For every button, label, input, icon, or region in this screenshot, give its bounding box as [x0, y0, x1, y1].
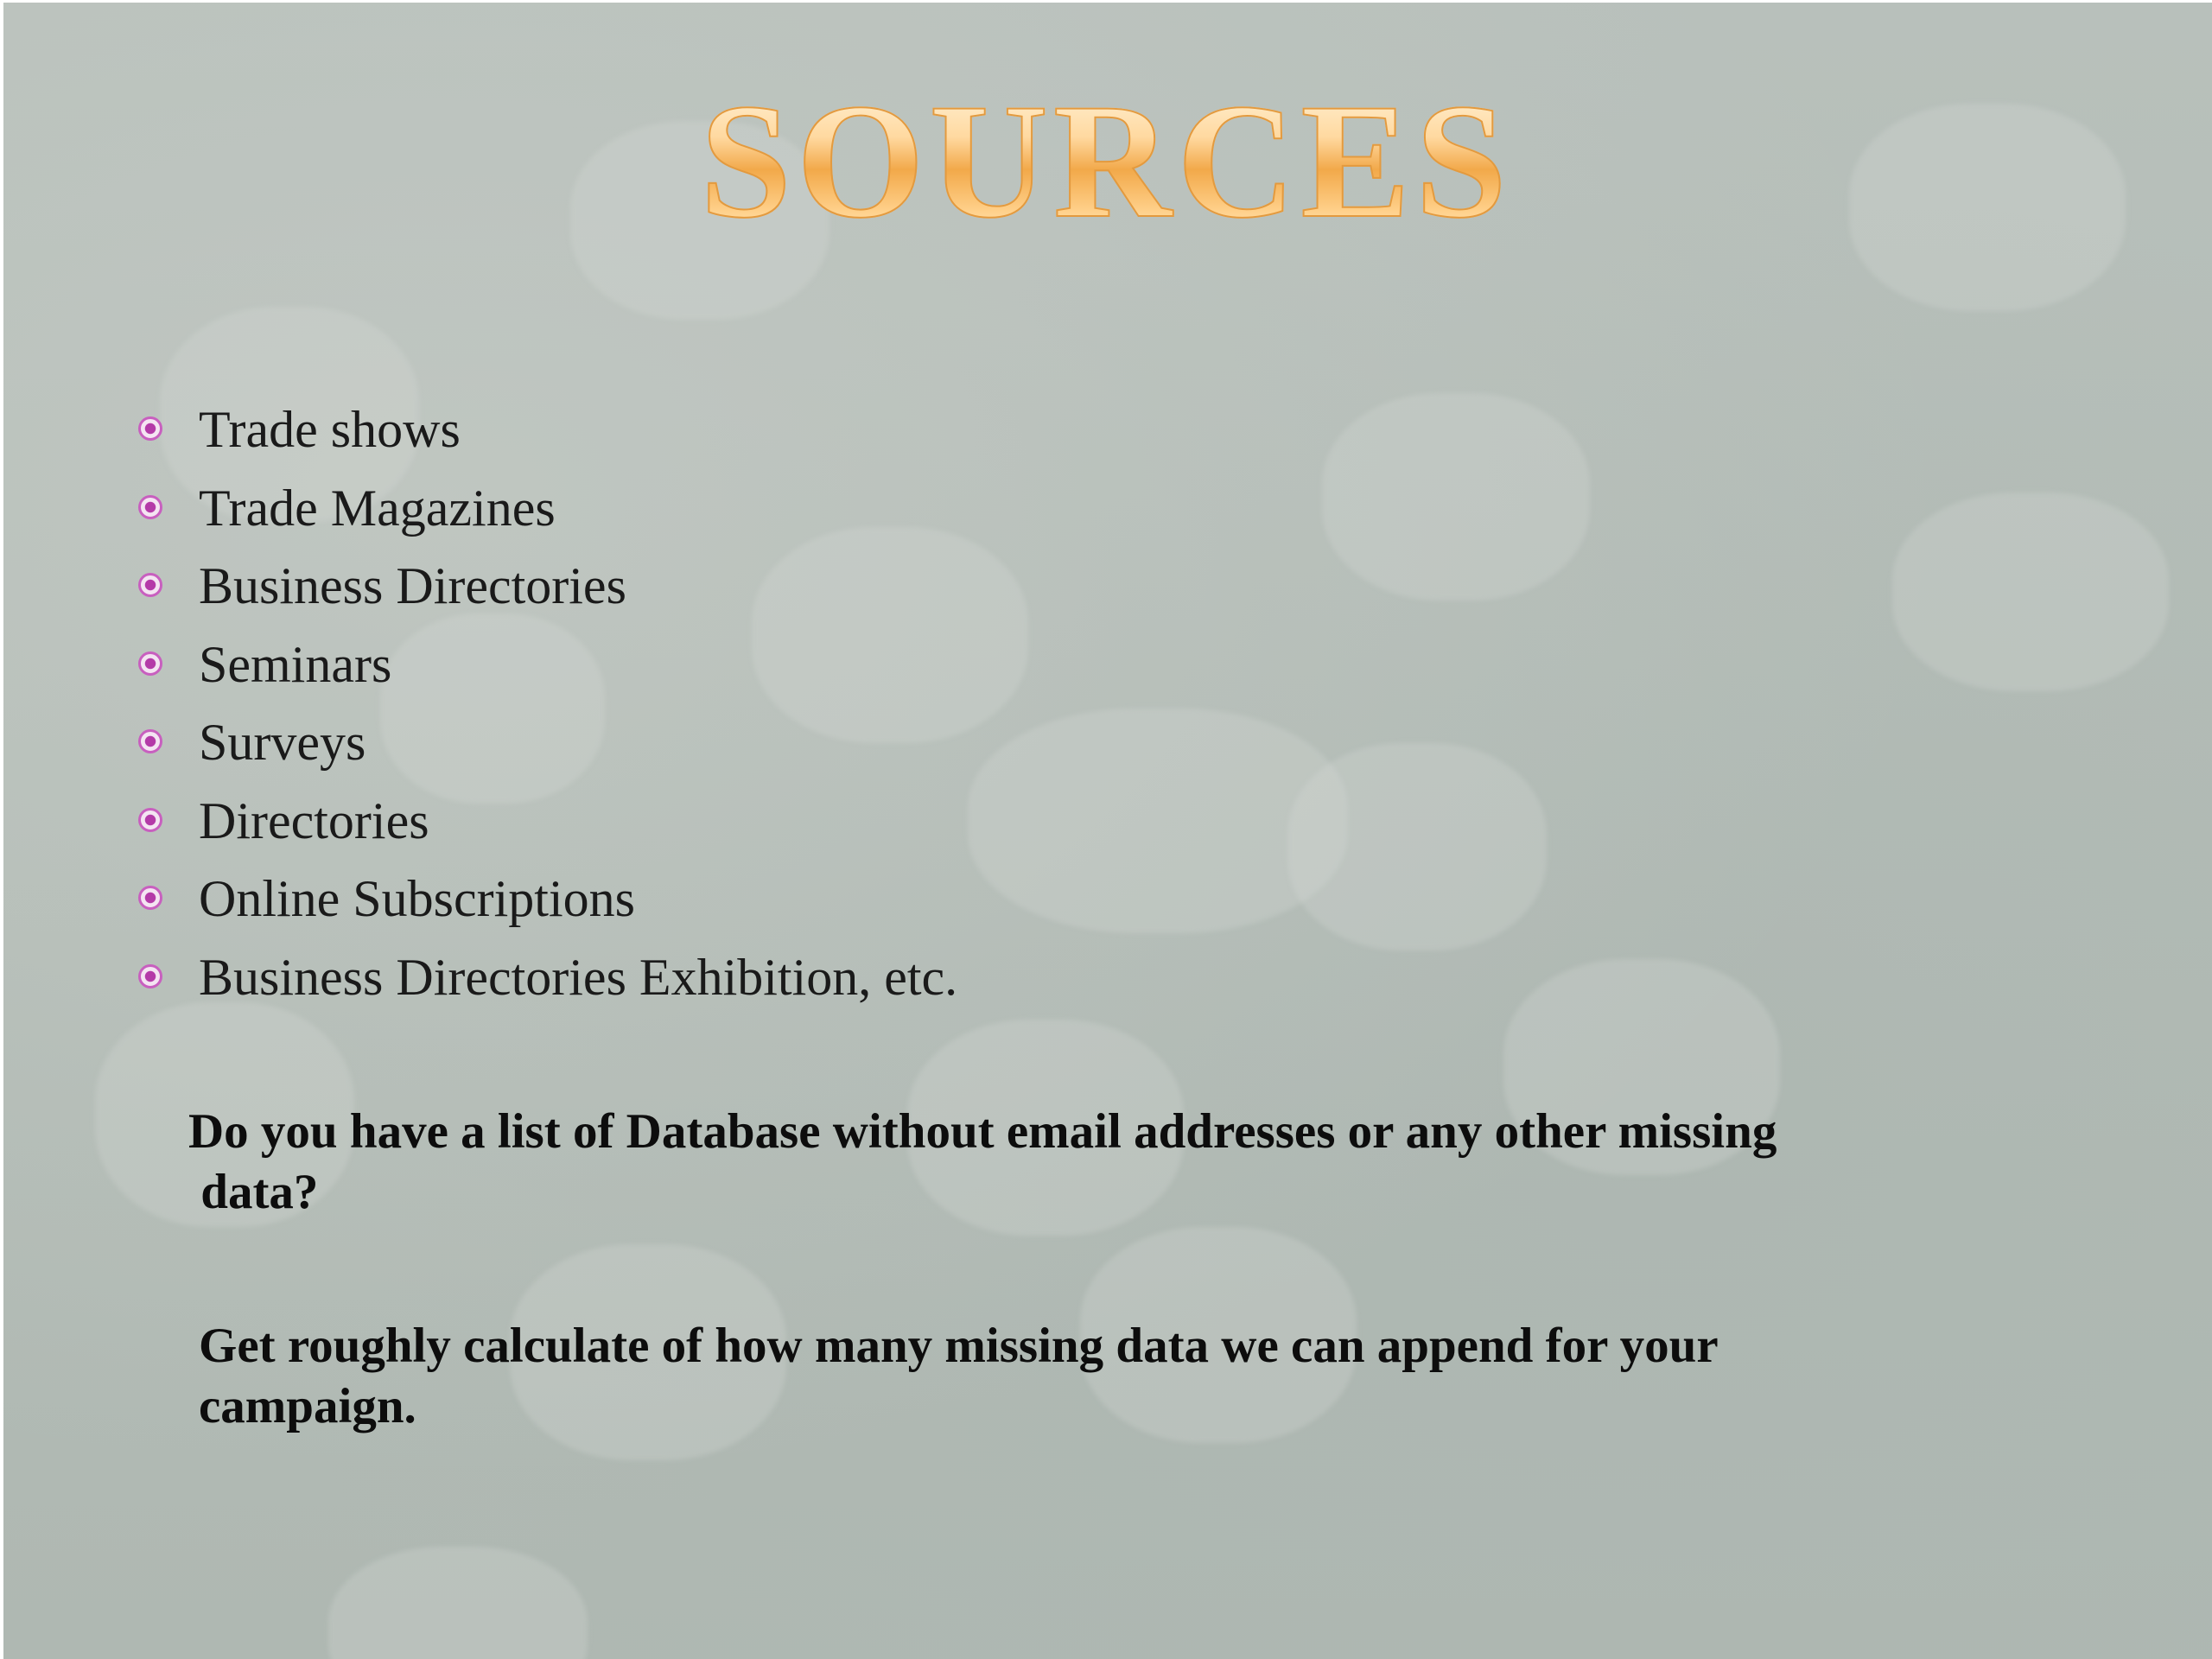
background-bokeh: [1322, 393, 1590, 601]
bullet-icon: [138, 416, 162, 441]
list-item-text: Seminars: [199, 635, 392, 693]
list-item-text: Business Directories Exhibition, etc.: [199, 948, 958, 1006]
bullet-icon: [138, 964, 162, 988]
background-bokeh: [380, 613, 605, 804]
append-estimate-line-2: campaign.: [199, 1379, 416, 1433]
bullet-icon: [138, 495, 162, 519]
missing-data-question: [188, 1102, 1777, 1223]
missing-data-question-line-2: data?: [188, 1165, 319, 1219]
missing-data-question-line-1: Do you have a list of Database without email addresses or any other missing: [188, 1104, 1777, 1159]
background-bokeh: [752, 527, 1028, 743]
background-bokeh: [1892, 493, 2169, 691]
list-item-text: Business Directories: [199, 557, 626, 615]
list-item-text: Directories: [199, 791, 429, 849]
append-estimate-line-1: Get roughly calculate of how many missing data we can append for your: [199, 1319, 1719, 1373]
bullet-icon: [138, 652, 162, 676]
bullet-icon: [138, 808, 162, 832]
list-item-text: Online Subscriptions: [199, 870, 635, 928]
slide-title: SOURCES: [0, 79, 2212, 244]
background-bokeh: [1287, 743, 1547, 950]
list-item-text: Trade Magazines: [199, 479, 556, 537]
list-item-text: Surveys: [199, 714, 366, 772]
left-edge-divider: [0, 0, 3, 1659]
append-estimate-text: [199, 1316, 1719, 1437]
top-edge-divider: [0, 0, 2212, 3]
bullet-icon: [138, 573, 162, 597]
list-item-text: Trade shows: [199, 401, 461, 459]
bullet-icon: [138, 886, 162, 910]
bullet-icon: [138, 729, 162, 753]
background-bokeh: [328, 1547, 588, 1659]
